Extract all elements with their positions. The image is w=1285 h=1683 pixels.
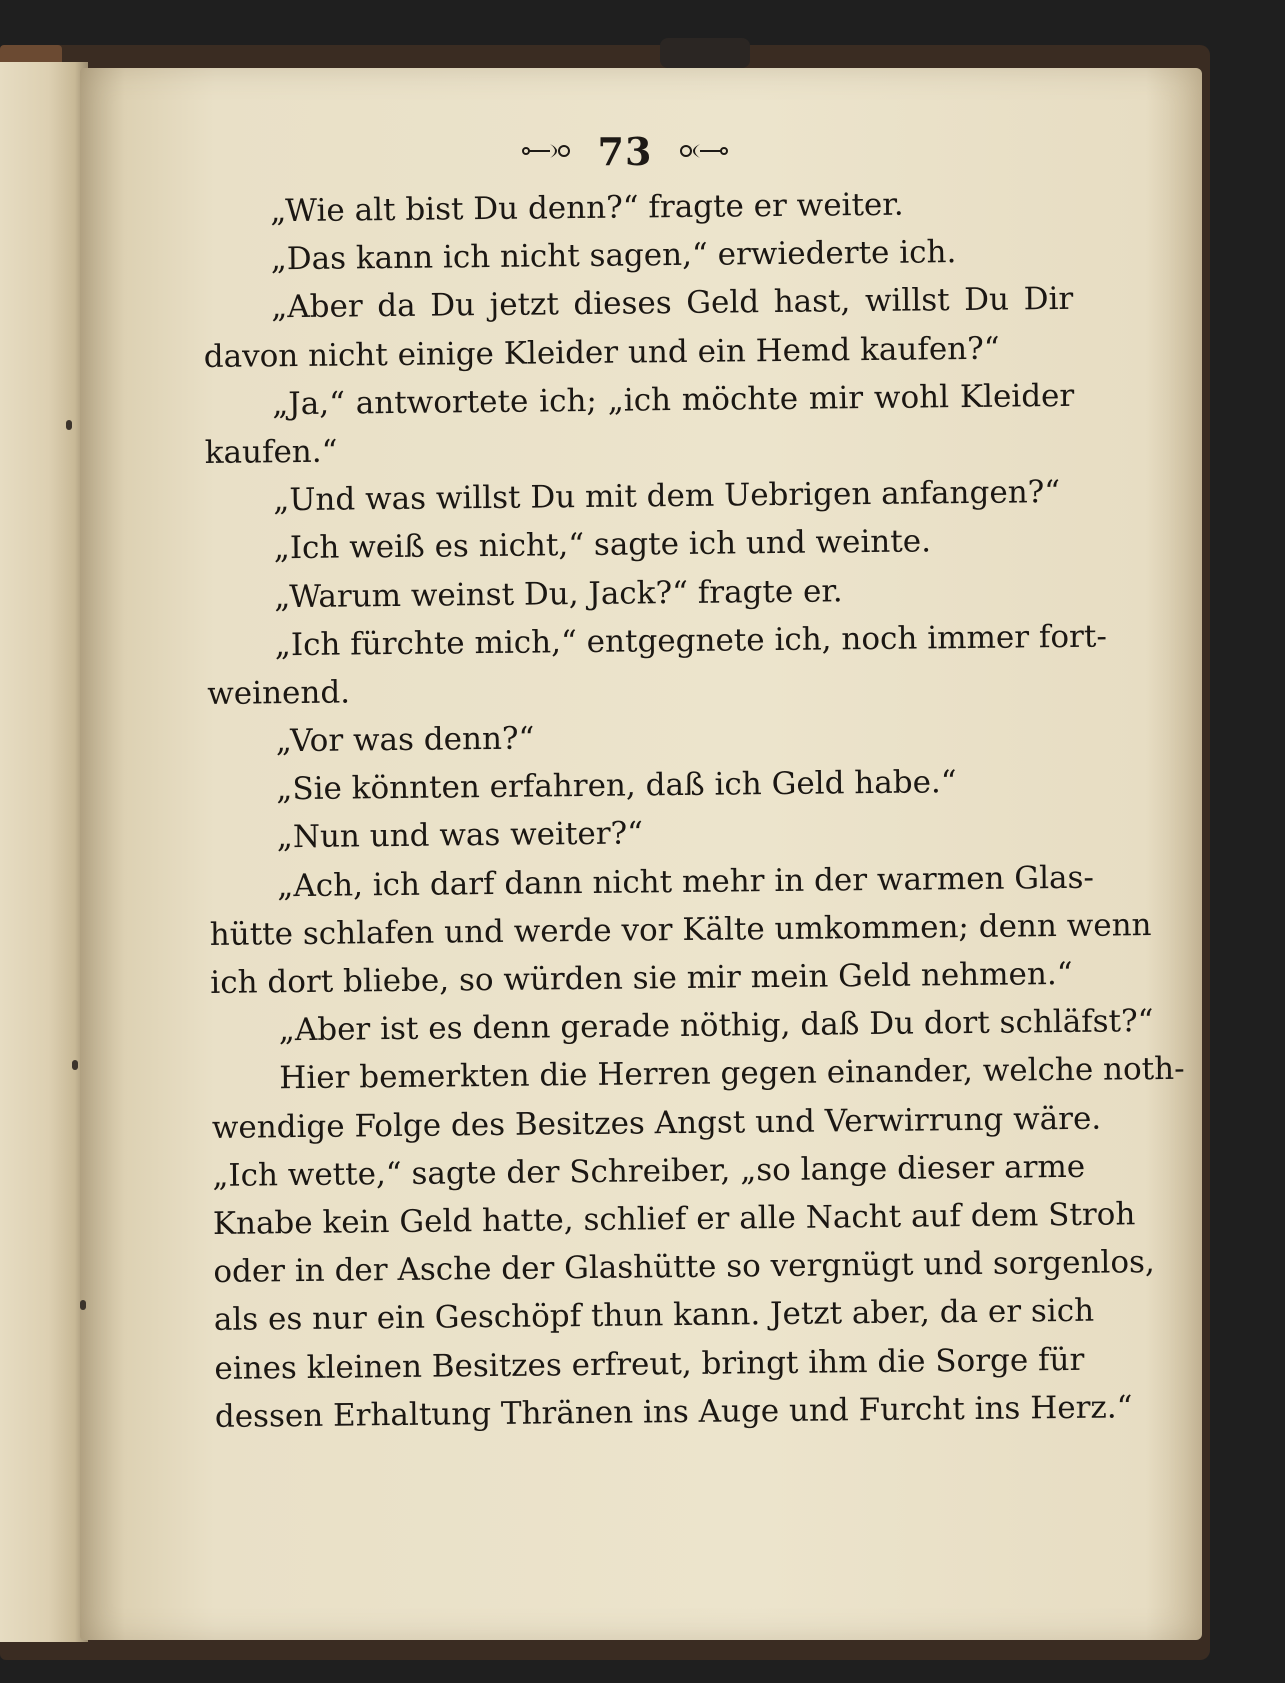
book-clasp bbox=[660, 38, 750, 68]
left-ornament-icon bbox=[520, 140, 576, 162]
margin-mark bbox=[66, 420, 72, 430]
text-line: Hier bemerkten die Herren gegen einander, welche noth- bbox=[279, 1051, 1185, 1097]
text-line: „Ich weiß es nicht,“ sagte ich und weinte. bbox=[273, 523, 932, 567]
text-line: Knabe kein Geld hatte, schlief er alle Nacht auf dem Stroh bbox=[212, 1196, 1136, 1242]
text-line: „Aber da Du jetzt dieses Geld hast, willst Du Dir bbox=[271, 281, 1074, 326]
text-line: „Wie alt bist Du denn?“ fragte er weiter. bbox=[270, 186, 904, 230]
text-line: „Ich fürchte mich,“ entgegnete ich, noch immer fort- bbox=[274, 618, 1108, 663]
page-number: 73 bbox=[597, 128, 653, 174]
text-line: „Vor was denn?“ bbox=[275, 720, 535, 760]
text-line: dessen Erhaltung Thränen ins Auge und Furcht ins Herz.“ bbox=[214, 1389, 1133, 1435]
page-header bbox=[500, 126, 750, 176]
text-line: oder in der Asche der Glashütte so vergnügt und sorgenlos, bbox=[213, 1244, 1155, 1291]
text-line: wendige Folge des Besitzes Angst und Verwirrung wäre. bbox=[211, 1100, 1102, 1146]
text-line: „Ich wette,“ sagte der Schreiber, „so lange dieser arme bbox=[212, 1148, 1086, 1194]
text-line: hütte schlafen und werde vor Kälte umkommen; denn wenn bbox=[209, 906, 1152, 953]
page-text bbox=[202, 179, 1185, 1441]
text-line: ich dort bliebe, so würden sie mir mein Geld nehmen.“ bbox=[210, 955, 1073, 1001]
text-line: „Nun und was weiter?“ bbox=[276, 815, 644, 856]
left-page-edge bbox=[0, 62, 88, 1642]
text-line: „Ach, ich darf dann nicht mehr in der warmen Glas- bbox=[277, 859, 1095, 904]
text-line: als es nur ein Geschöpf thun kann. Jetzt aber, da er sich bbox=[213, 1293, 1095, 1339]
margin-mark bbox=[72, 1060, 78, 1070]
text-line: „Das kann ich nicht sagen,“ erwiederte ich. bbox=[270, 234, 957, 278]
text-line: kaufen.“ bbox=[204, 433, 338, 471]
text-line: „Und was willst Du mit dem Uebrigen anfangen?“ bbox=[273, 474, 1061, 519]
text-line: eines kleinen Besitzes erfreut, bringt ihm die Sorge für bbox=[214, 1341, 1085, 1387]
text-line: „Ja,“ antwortete ich; „ich möchte mir wohl Kleider bbox=[272, 377, 1075, 423]
text-line: weinend. bbox=[207, 674, 351, 712]
text-line: „Warum weinst Du, Jack?“ fragte er. bbox=[274, 572, 843, 615]
margin-mark bbox=[80, 1300, 86, 1310]
right-ornament-icon bbox=[674, 140, 730, 162]
text-line: davon nicht einige Kleider und ein Hemd kaufen?“ bbox=[203, 330, 1000, 375]
text-line: „Aber ist es denn gerade nöthig, daß Du dort schläfst?“ bbox=[278, 1003, 1154, 1049]
text-line: „Sie könnten erfahren, daß ich Geld habe.“ bbox=[276, 764, 957, 808]
